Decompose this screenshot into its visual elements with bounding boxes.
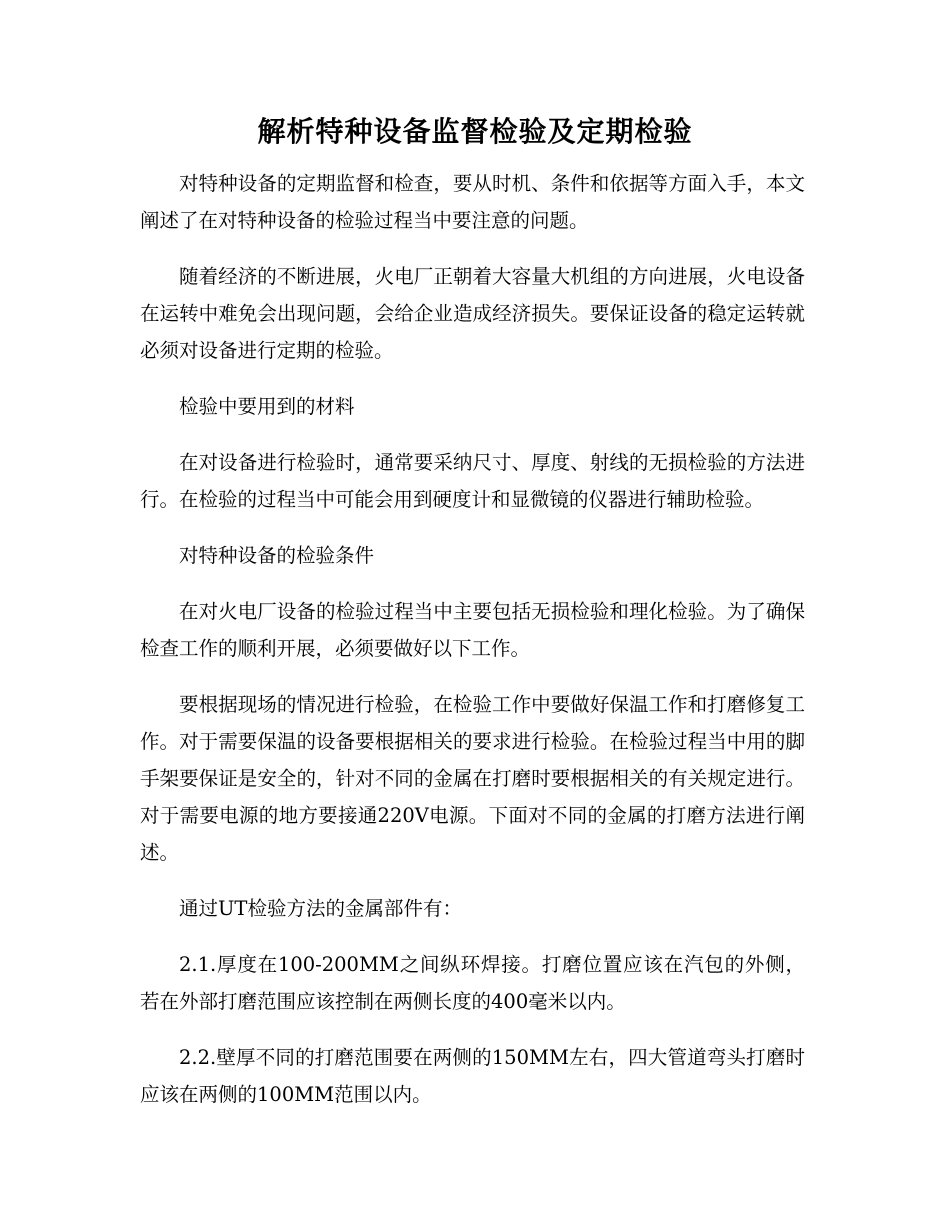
list-item-2-1: 2.1.厚度在100-200MM之间纵环焊接。打磨位置应该在汽包的外侧，若在外部打磨范围应该控制在两侧长度的400毫米以内。: [140, 953, 805, 1013]
paragraph-intro: 对特种设备的定期监督和检查，要从时机、条件和依据等方面入手，本文阐述了在对特种设备的检验过程当中要注意的问题。: [140, 172, 805, 232]
paragraph-ut-parts: 通过UT检验方法的金属部件有：: [179, 897, 462, 920]
paragraph-conditions: 在对火电厂设备的检验过程当中主要包括无损检验和理化检验。为了确保检查工作的顺利开展，必须要做好以下工作。: [140, 600, 805, 660]
section-heading-materials: 检验中要用到的材料: [179, 395, 355, 418]
section-heading-conditions: 对特种设备的检验条件: [179, 544, 375, 567]
paragraph-materials: 在对设备进行检验时，通常要采纳尺寸、厚度、射线的无损检验的方法进行。在检验的过程当中可能会用到硬度计和显微镜的仪器进行辅助检验。: [140, 451, 805, 511]
list-item-2-2: 2.2.壁厚不同的打磨范围要在两侧的150MM左右，四大管道弯头打磨时应该在两侧的100MM范围以内。: [140, 1046, 805, 1106]
paragraph-background: 随着经济的不断进展，火电厂正朝着大容量大机组的方向进展，火电设备在运转中难免会出现问题，会给企业造成经济损失。要保证设备的稳定运转就必须对设备进行定期的检验。: [140, 265, 805, 362]
document-body: [140, 165, 805, 1132]
paragraph-site-work: 要根据现场的情况进行检验，在检验工作中要做好保温工作和打磨修复工作。对于需要保温的设备要根据相关的要求进行检验。在检验过程当中用的脚手架要保证是安全的，针对不同的金属在打磨时要根据相关的有关规定进行。对于需要电源的地方要接通220V电源。下面对不同的金属的打磨方法进行阐述。: [140, 693, 805, 864]
document-title: 解析特种设备监督检验及定期检验: [257, 115, 693, 148]
